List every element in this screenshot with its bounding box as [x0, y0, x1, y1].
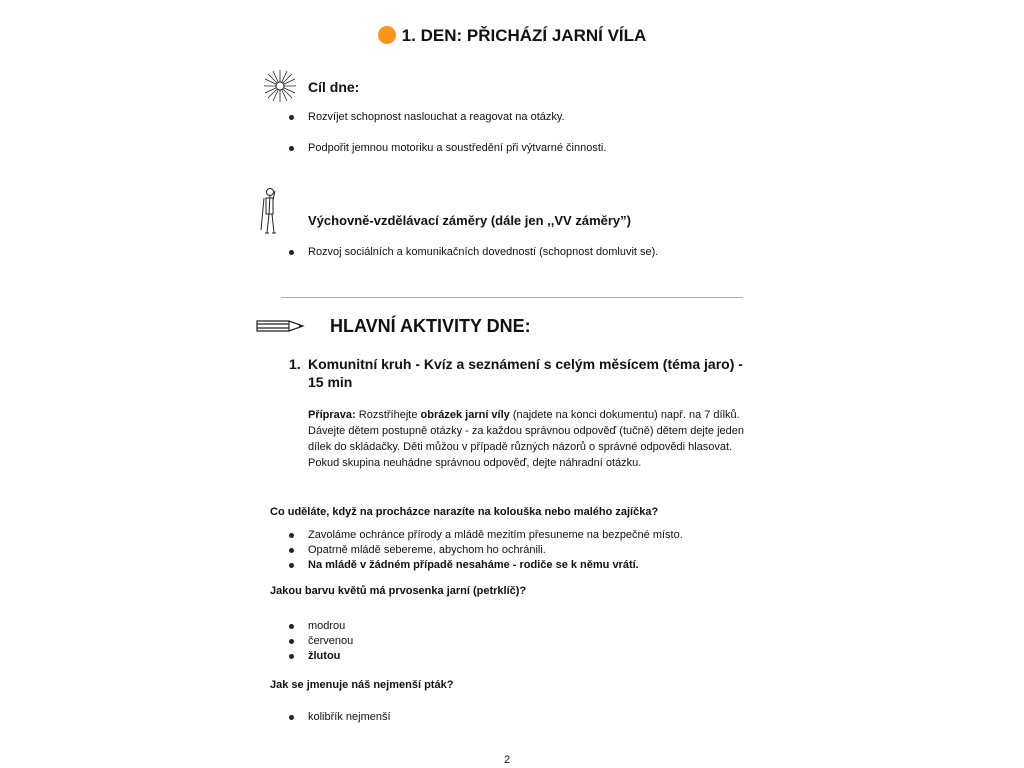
- answer: modrou: [308, 620, 346, 632]
- prep-text: (najdete na konci dokumentu) např. na 7 dílků. Dávejte dětem postupně otázky - za každou správnou odpověď (tučně) dětem dejte jeden dílek do skládačky. Děti můžou v případě různých názorů o správné odpovědi hlasovat. Pokud skupina neuhádne správnou odpověď, dejte náhradní otázku.: [308, 409, 745, 469]
- pencil-icon: [255, 318, 305, 334]
- page-title: [0, 26, 1024, 46]
- bullet: [289, 715, 294, 720]
- sun-burst-icon: [263, 69, 297, 103]
- answer: červenou: [308, 635, 354, 647]
- activity-title-line2: 15 min: [308, 374, 353, 390]
- activities-heading: HLAVNÍ AKTIVITY DNE:: [330, 316, 531, 336]
- answer: Zavoláme ochránce přírody a mládě mezitím přesuneme na bezpečné místo.: [308, 529, 683, 541]
- bullet: [289, 639, 294, 644]
- prep-text: Rozstříhejte: [355, 409, 421, 421]
- item-number: 1.: [289, 356, 301, 372]
- answer-correct: žlutou: [308, 650, 341, 662]
- child-figure-icon: [258, 186, 280, 236]
- title-text: 1. DEN: PŘICHÁZÍ JARNÍ VÍLA: [401, 26, 647, 45]
- bullet: [289, 250, 294, 255]
- preparation-paragraph: [308, 407, 748, 471]
- activity-title-line1: Komunitní kruh - Kvíz a seznámení s celým měsícem (téma jaro) -: [308, 356, 743, 372]
- question: Jak se jmenuje náš nejmenší pták?: [270, 679, 454, 691]
- answer: kolibřík nejmenší: [308, 711, 391, 723]
- bullet: [289, 146, 294, 151]
- bullet: [289, 533, 294, 538]
- vv-heading: Výchovně-vzdělávací záměry (dále jen ,,VV záměry”): [308, 213, 631, 228]
- bullet: [289, 548, 294, 553]
- goal-item: Podpořit jemnou motoriku a soustředění při výtvarné činnosti.: [308, 142, 607, 154]
- orange-circle-icon: [378, 26, 396, 44]
- goal-heading: Cíl dne:: [308, 79, 360, 95]
- bullet: [289, 563, 294, 568]
- divider: [281, 297, 743, 298]
- vv-item: Rozvoj sociálních a komunikačních dovedností (schopnost domluvit se).: [308, 246, 659, 258]
- bullet: [289, 654, 294, 659]
- page-number: 2: [504, 754, 511, 766]
- goal-item: Rozvíjet schopnost naslouchat a reagovat na otázky.: [308, 111, 565, 123]
- prep-label: Příprava:: [308, 409, 356, 421]
- answer-correct: Na mládě v žádném případě nesaháme - rodiče se k němu vrátí.: [308, 559, 639, 571]
- question: Co uděláte, když na procházce narazíte na kolouška nebo malého zajíčka?: [270, 506, 659, 518]
- bullet: [289, 115, 294, 120]
- bullet: [289, 624, 294, 629]
- question: Jakou barvu květů má prvosenka jarní (petrklíč)?: [270, 585, 527, 597]
- answer: Opatrně mládě sebereme, abychom ho ochránili.: [308, 544, 546, 556]
- prep-bold: obrázek jarní víly: [420, 409, 510, 421]
